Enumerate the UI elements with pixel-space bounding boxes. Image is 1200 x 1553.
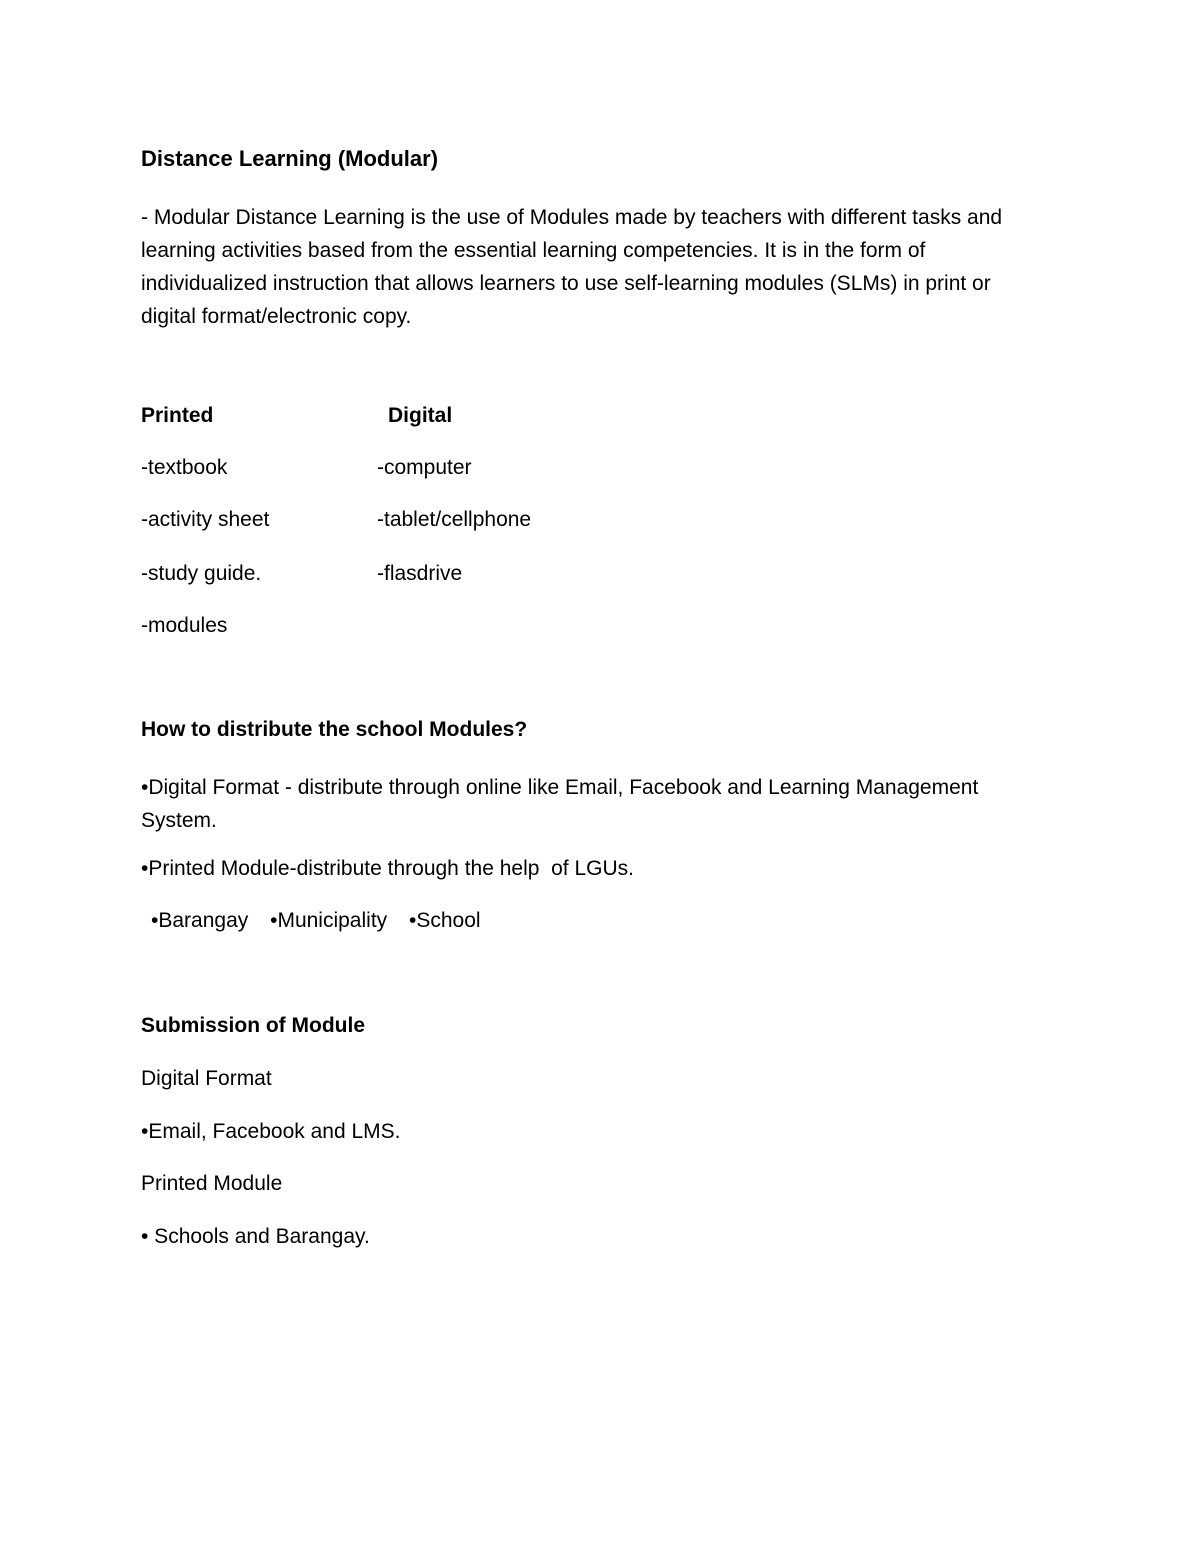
digital-header: Digital: [388, 404, 453, 427]
distribute-printed-text: •Printed Module-distribute through the help of LGUs.: [141, 857, 634, 880]
digital-item: -flasdrive: [377, 562, 463, 585]
submission-digital-value: •Email, Facebook and LMS.: [141, 1120, 401, 1143]
printed-header: Printed: [141, 404, 214, 427]
lgu-list: [151, 909, 497, 933]
printed-item: -modules: [141, 614, 228, 637]
intro-paragraph: - Modular Distance Learning is the use of Modules made by teachers with different tasks and learning activities based from the essential learning competencies. It is in the form of individualized instruction that allows learners to use self-learning modules (SLMs) in print or digital format/electronic copy.: [141, 206, 1003, 328]
document-title: Distance Learning (Modular): [141, 146, 439, 171]
submission-heading: Submission of Module: [141, 1014, 365, 1037]
printed-item: -textbook: [141, 456, 228, 479]
distribute-digital-text: •Digital Format - distribute through online like Email, Facebook and Learning Management System.: [141, 776, 979, 832]
lgu-item-school: •School: [409, 909, 481, 932]
printed-item: -activity sheet: [141, 508, 270, 531]
printed-item: -study guide.: [141, 562, 262, 585]
submission-printed-label: Printed Module: [141, 1172, 283, 1195]
submission-digital-label: Digital Format: [141, 1067, 272, 1090]
distribute-heading: How to distribute the school Modules?: [141, 718, 528, 741]
lgu-item-municipality: •Municipality: [270, 909, 388, 932]
digital-item: -computer: [377, 456, 472, 479]
submission-printed-value: • Schools and Barangay.: [141, 1225, 370, 1248]
lgu-item-barangay: •Barangay: [151, 909, 249, 932]
digital-item: -tablet/cellphone: [377, 508, 532, 531]
